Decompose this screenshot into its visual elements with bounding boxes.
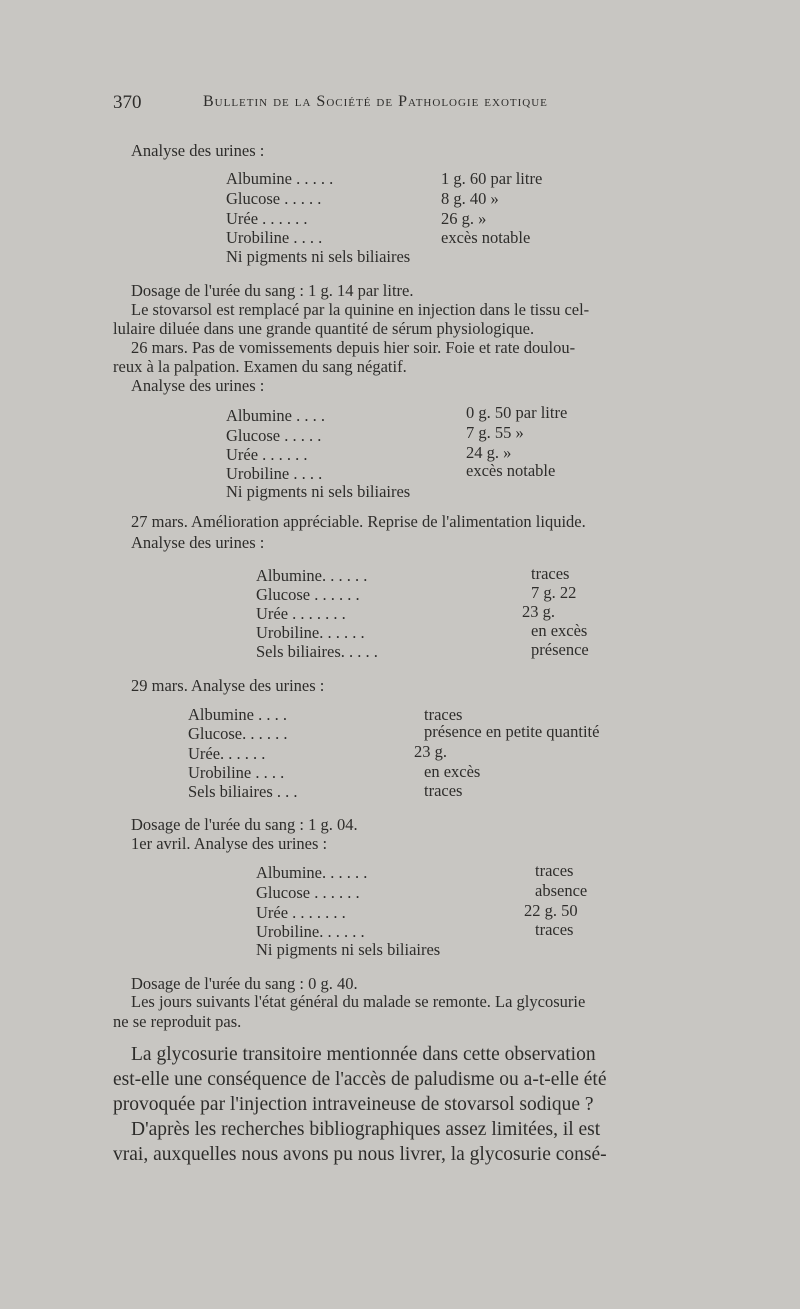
block2-row-value: 0 g. 50 par litre xyxy=(466,403,568,422)
block4-intro: 29 mars. Analyse des urines : xyxy=(131,676,325,695)
block4-row-value: traces xyxy=(424,781,463,800)
block1-row-value: excès notable xyxy=(441,228,531,247)
text-line: Dosage de l'urée du sang : 1 g. 04. xyxy=(131,815,358,834)
block5-row-label: Urée . . . . . . . xyxy=(256,903,346,922)
block2-row-value: excès notable xyxy=(466,461,556,480)
block3-row-label: Urobiline. . . . . . xyxy=(256,623,365,642)
text-line: 27 mars. Amélioration appréciable. Reprise de l'alimentation liquide. xyxy=(131,512,586,531)
block1-row-label: Glucose . . . . . xyxy=(226,189,322,208)
text-line: Le stovarsol est remplacé par la quinine en injection dans le tissu cel- xyxy=(131,300,590,319)
block4-row-label: Urobiline . . . . xyxy=(188,763,285,782)
text-line: ne se reproduit pas. xyxy=(113,1012,242,1031)
block3-row-value: 7 g. 22 xyxy=(531,583,577,602)
block4-row-label: Albumine . . . . xyxy=(188,705,287,724)
text-line: D'après les recherches bibliographiques assez limitées, il est xyxy=(131,1119,601,1140)
block3-row-value: 23 g. xyxy=(522,602,555,621)
block3-row-label: Urée . . . . . . . xyxy=(256,604,346,623)
block5-intro: 1er avril. Analyse des urines : xyxy=(131,834,328,853)
block5-row-label: Glucose . . . . . . xyxy=(256,883,360,902)
block2-row-value: 7 g. 55 » xyxy=(466,423,524,442)
block5-row-label: Albumine. . . . . . xyxy=(256,863,368,882)
block4-row-label: Sels biliaires . . . xyxy=(188,782,298,801)
block2-row-label: Urobiline . . . . xyxy=(226,464,323,483)
block2-intro: Analyse des urines : xyxy=(131,376,265,395)
block1-row-label: Urée . . . . . . xyxy=(226,209,308,228)
text-line: reux à la palpation. Examen du sang négatif. xyxy=(113,357,407,376)
block5-row-value: traces xyxy=(535,920,574,939)
block2-note: Ni pigments ni sels biliaires xyxy=(226,482,411,501)
text-line: Dosage de l'urée du sang : 1 g. 14 par litre. xyxy=(131,281,414,300)
block4-row-value: 23 g. xyxy=(414,742,447,761)
block5-row-value: 22 g. 50 xyxy=(524,901,578,920)
block3-row-value: présence xyxy=(531,640,589,659)
block4-row-value: présence en petite quantité xyxy=(424,722,600,741)
text-line: provoquée par l'injection intraveineuse de stovarsol sodique ? xyxy=(113,1094,594,1115)
block3-row-value: traces xyxy=(531,564,570,583)
block5-row-value: traces xyxy=(535,861,574,880)
block4-row-value: traces xyxy=(424,705,463,724)
block4-row-label: Glucose. . . . . . xyxy=(188,724,288,743)
block2-row-label: Glucose . . . . . xyxy=(226,426,322,445)
block3-intro: Analyse des urines : xyxy=(131,533,265,552)
text-line: Les jours suivants l'état général du malade se remonte. La glycosurie xyxy=(131,992,586,1011)
block3-row-value: en excès xyxy=(531,621,588,640)
block3-row-label: Albumine. . . . . . xyxy=(256,566,368,585)
text-line: La glycosurie transitoire mentionnée dans cette observation xyxy=(131,1044,596,1065)
block4-row-value: en excès xyxy=(424,762,481,781)
page-number: 370 xyxy=(113,92,142,113)
text-line: lulaire diluée dans une grande quantité de sérum physiologique. xyxy=(113,319,535,338)
block5-row-value: absence xyxy=(535,881,588,900)
text-line: 26 mars. Pas de vomissements depuis hier soir. Foie et rate doulou- xyxy=(131,338,576,357)
block4-row-label: Urée. . . . . . xyxy=(188,744,266,763)
running-title: Bulletin de la Société de Pathologie exotique xyxy=(203,93,548,110)
text-line: Dosage de l'urée du sang : 0 g. 40. xyxy=(131,974,358,993)
text-line: vrai, auxquelles nous avons pu nous livrer, la glycosurie consé- xyxy=(113,1144,607,1165)
block2-row-label: Albumine . . . . xyxy=(226,406,325,425)
block5-note: Ni pigments ni sels biliaires xyxy=(256,940,441,959)
block1-row-value: 1 g. 60 par litre xyxy=(441,169,543,188)
block1-note: Ni pigments ni sels biliaires xyxy=(226,247,411,266)
block5-row-label: Urobiline. . . . . . xyxy=(256,922,365,941)
block2-row-label: Urée . . . . . . xyxy=(226,445,308,464)
block3-row-label: Sels biliaires. . . . . xyxy=(256,642,378,661)
block1-row-label: Albumine . . . . . xyxy=(226,169,334,188)
text-line: est-elle une conséquence de l'accès de paludisme ou a-t-elle été xyxy=(113,1069,607,1090)
block1-row-value: 8 g. 40 » xyxy=(441,189,499,208)
block1-row-label: Urobiline . . . . xyxy=(226,228,323,247)
block3-row-label: Glucose . . . . . . xyxy=(256,585,360,604)
block2-row-value: 24 g. » xyxy=(466,443,512,462)
block1-row-value: 26 g. » xyxy=(441,209,487,228)
block1-intro: Analyse des urines : xyxy=(131,141,265,160)
